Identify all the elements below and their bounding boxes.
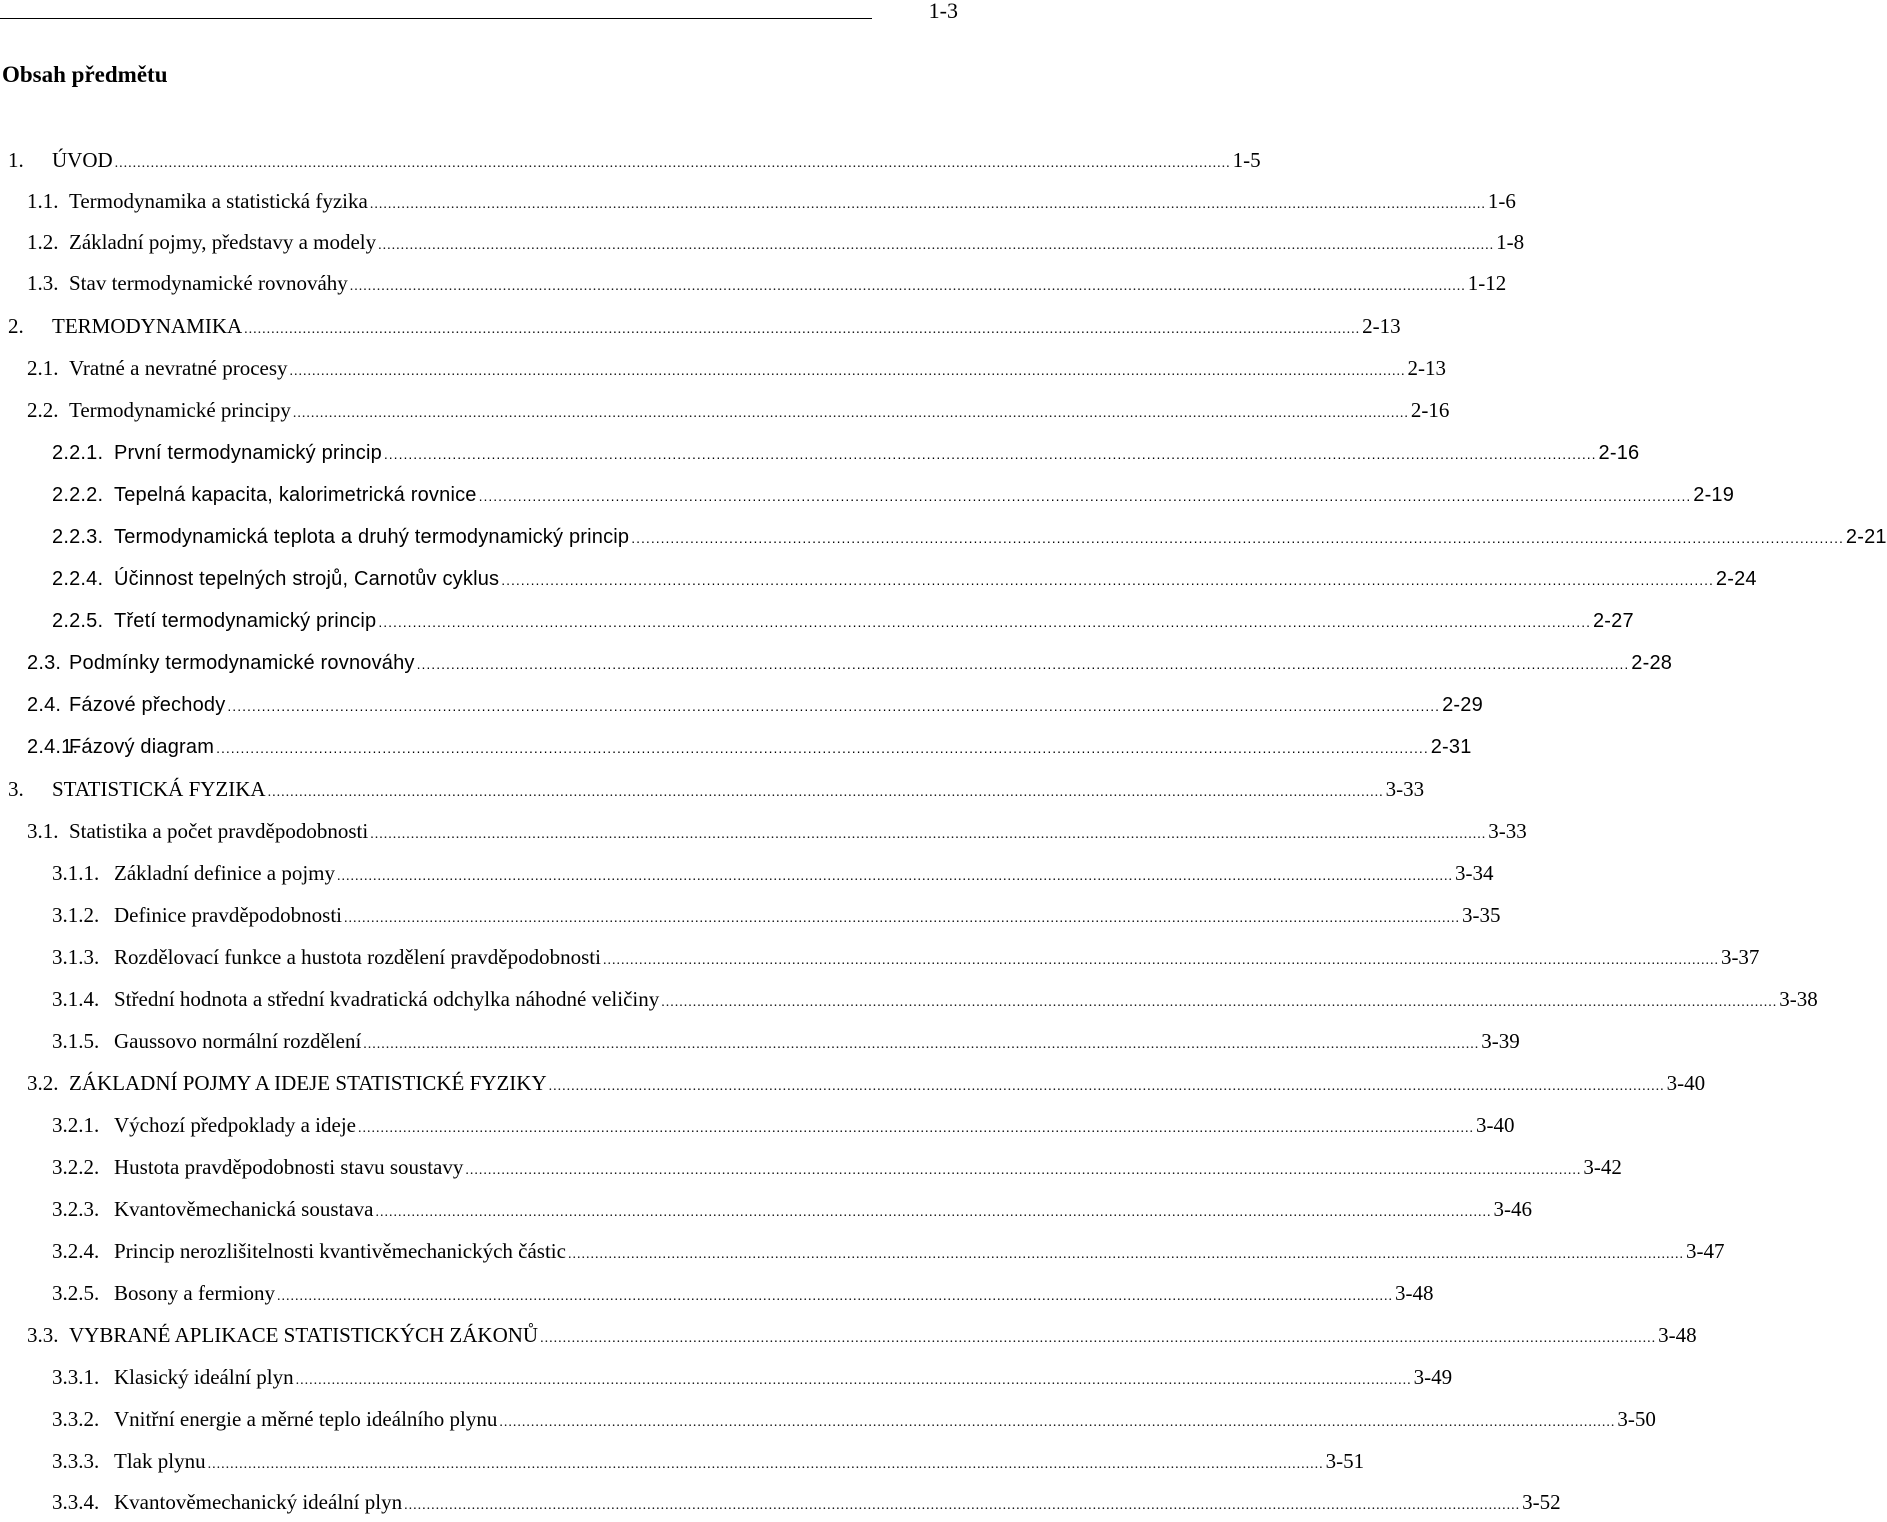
toc-entry-2-2-3[interactable] [52, 521, 1887, 553]
toc-entry-title: Termodynamika a statistická fyzika [69, 189, 368, 213]
toc-entry-number: 2.2.5. [52, 610, 104, 632]
toc-leader-dots [268, 777, 1384, 809]
toc-entry-number: 1. [8, 148, 24, 172]
toc-entry-3-1-3[interactable] [52, 941, 1760, 973]
toc-leader-dots [344, 903, 1460, 935]
toc-entry-page: 3-52 [1522, 1490, 1561, 1514]
toc-entry-title: Fázové přechody [69, 694, 226, 716]
toc-entry-3[interactable] [8, 773, 1425, 805]
toc-entry-title: VYBRANÉ APLIKACE STATISTICKÝCH ZÁKONŮ [69, 1323, 539, 1347]
toc-entry-title: ZÁKLADNÍ POJMY A IDEJE STATISTICKÉ FYZIKY [69, 1071, 547, 1095]
toc-entry-3-1[interactable] [27, 815, 1527, 847]
toc-entry-number: 3.3.3. [52, 1449, 100, 1473]
toc-entry-page: 2-31 [1430, 736, 1472, 758]
toc-leader-dots [216, 732, 1429, 764]
toc-entry-2-1[interactable] [27, 352, 1447, 384]
toc-entry-page: 3-33 [1488, 819, 1527, 843]
toc-entry-3-3-1[interactable] [52, 1361, 1453, 1393]
toc-entry-number: 2.4. [27, 694, 62, 716]
toc-entry-3-2-3[interactable] [52, 1193, 1532, 1225]
toc-leader-dots [370, 819, 1486, 851]
toc-entry-title: Podmínky termodynamické rovnováhy [69, 652, 415, 674]
toc-entry-3-1-2[interactable] [52, 899, 1501, 931]
toc-leader-dots [603, 945, 1719, 977]
toc-entry-page: 3-37 [1720, 945, 1760, 969]
toc-entry-number: 2.1. [27, 356, 59, 380]
toc-entry-2-2-5[interactable] [52, 605, 1634, 637]
toc-leader-dots [549, 1071, 1665, 1103]
toc-leader-dots [479, 480, 1692, 512]
page-title: Obsah předmětu [2, 62, 168, 87]
toc-entry-page: 2-21 [1845, 526, 1887, 548]
toc-entry-title: TERMODYNAMIKA [52, 314, 243, 338]
toc-entry-page: 3-35 [1462, 903, 1501, 927]
toc-entry-page: 3-38 [1779, 987, 1818, 1011]
toc-leader-dots [378, 230, 1494, 262]
toc-entry-page: 1-12 [1467, 271, 1507, 295]
toc-entry-page: 2-24 [1715, 568, 1757, 590]
header-rule [0, 18, 872, 19]
toc-entry-page: 3-48 [1394, 1281, 1434, 1305]
toc-entry-title: Definice pravděpodobnosti [114, 903, 343, 927]
toc-entry-2-2-4[interactable] [52, 563, 1757, 595]
toc-entry-number: 3.2.2. [52, 1155, 100, 1179]
toc-entry-number: 3.2. [27, 1071, 59, 1095]
toc-entry-title: Gaussovo normální rozdělení [114, 1029, 362, 1053]
toc-entry-title: Základní pojmy, představy a modely [69, 230, 377, 254]
toc-leader-dots [378, 606, 1591, 638]
toc-leader-dots [370, 189, 1486, 221]
toc-entry-1[interactable] [8, 144, 1261, 176]
toc-entry-page: 2-16 [1410, 398, 1450, 422]
toc-entry-1-3[interactable] [27, 267, 1507, 299]
toc-entry-number: 3.3.2. [52, 1407, 100, 1431]
toc-entry-1-1[interactable] [27, 185, 1516, 217]
toc-leader-dots [404, 1490, 1520, 1522]
toc-entry-number: 3. [8, 777, 24, 801]
toc-leader-dots [384, 438, 1597, 470]
page-number: 1-3 [928, 0, 958, 23]
toc-entry-number: 2. [8, 314, 24, 338]
toc-entry-title: Výchozí předpoklady a ideje [114, 1113, 356, 1137]
toc-entry-2[interactable] [8, 310, 1401, 342]
toc-entry-2-2[interactable] [27, 394, 1450, 426]
toc-entry-title: Hustota pravděpodobnosti stavu soustavy [114, 1155, 464, 1179]
toc-entry-page: 2-13 [1407, 356, 1447, 380]
toc-entry-page: 3-39 [1481, 1029, 1520, 1053]
toc-entry-title: STATISTICKÁ FYZIKA [52, 777, 266, 801]
toc-entry-title: Klasický ideální plyn [114, 1365, 294, 1389]
toc-entry-number: 2.2.1. [52, 442, 104, 464]
toc-entry-page: 3-49 [1413, 1365, 1453, 1389]
toc-leader-dots [363, 1029, 1479, 1061]
toc-leader-dots [293, 398, 1409, 430]
toc-entry-title: Tepelná kapacita, kalorimetrická rovnice [114, 484, 477, 506]
toc-entry-number: 2.3. [27, 652, 62, 674]
toc-entry-number: 3.2.5. [52, 1281, 100, 1305]
toc-entry-title: Rozdělovací funkce a hustota rozdělení pravděpodobnosti [114, 945, 601, 969]
toc-entry-page: 1-6 [1487, 189, 1516, 213]
toc-entry-page: 3-40 [1476, 1113, 1515, 1137]
toc-entry-2-4-1[interactable] [27, 731, 1472, 763]
toc-leader-dots [540, 1323, 1656, 1355]
toc-entry-2-3[interactable] [27, 647, 1673, 679]
toc-entry-page: 3-46 [1493, 1197, 1532, 1221]
toc-leader-dots [465, 1155, 1581, 1187]
toc-entry-number: 3.1.1. [52, 861, 100, 885]
toc-entry-title: Třetí termodynamický princip [114, 610, 377, 632]
toc-entry-page: 3-40 [1666, 1071, 1706, 1095]
toc-entry-page: 2-13 [1362, 314, 1401, 338]
toc-entry-3-1-5[interactable] [52, 1025, 1520, 1057]
toc-entry-number: 3.2.4. [52, 1239, 100, 1263]
toc-entry-3-3[interactable] [27, 1319, 1697, 1351]
toc-entry-page: 3-48 [1658, 1323, 1697, 1347]
toc-entry-number: 3.2.3. [52, 1197, 100, 1221]
toc-entry-3-2-1[interactable] [52, 1109, 1515, 1141]
toc-entry-number: 3.1.2. [52, 903, 100, 927]
toc-entry-number: 3.3.1. [52, 1365, 100, 1389]
toc-entry-number: 1.3. [27, 271, 59, 295]
toc-entry-number: 2.2.2. [52, 484, 104, 506]
toc-entry-page: 2-16 [1598, 442, 1640, 464]
toc-entry-title: Vnitřní energie a měrné teplo ideálního plynu [114, 1407, 498, 1431]
toc-entry-3-3-4[interactable] [52, 1486, 1561, 1518]
toc-entry-number: 3.1.3. [52, 945, 100, 969]
toc-entry-page: 2-29 [1442, 694, 1483, 716]
toc-entry-title: Termodynamické principy [69, 398, 291, 422]
toc-entry-title: Tlak plynu [114, 1449, 206, 1473]
toc-leader-dots [244, 314, 1360, 346]
toc-leader-dots [290, 356, 1406, 388]
toc-entry-title: Střední hodnota a střední kvadratická odchylka náhodné veličiny [114, 987, 660, 1011]
toc-entry-3-2-5[interactable] [52, 1277, 1434, 1309]
toc-leader-dots [115, 148, 1231, 180]
toc-leader-dots [337, 861, 1453, 893]
toc-entry-page: 1-8 [1496, 230, 1525, 254]
toc-entry-title: ÚVOD [52, 148, 113, 172]
toc-entry-1-2[interactable] [27, 226, 1525, 258]
toc-entry-3-3-2[interactable] [52, 1403, 1656, 1435]
toc-entry-page: 3-34 [1455, 861, 1494, 885]
toc-entry-title: Účinnost tepelných strojů, Carnotův cyklus [114, 568, 500, 590]
toc-entry-2-2-2[interactable] [52, 479, 1735, 511]
toc-entry-number: 3.1. [27, 819, 59, 843]
toc-leader-dots [661, 987, 1777, 1019]
toc-entry-title: Bosony a fermiony [114, 1281, 275, 1305]
toc-entry-title: Vratné a nevratné procesy [69, 356, 288, 380]
toc-entry-page: 2-27 [1592, 610, 1634, 632]
toc-entry-title: Stav termodynamické rovnováhy [69, 271, 348, 295]
toc-entry-number: 3.3. [27, 1323, 59, 1347]
toc-entry-number: 2.2. [27, 398, 59, 422]
toc-entry-page: 3-51 [1325, 1449, 1365, 1473]
toc-entry-page: 2-19 [1693, 484, 1735, 506]
toc-entry-number: 2.4.1. [27, 736, 79, 758]
toc-entry-title: Statistika a počet pravděpodobnosti [69, 819, 369, 843]
toc-entry-3-2[interactable] [27, 1067, 1706, 1099]
toc-leader-dots [227, 690, 1440, 722]
toc-entry-number: 3.3.4. [52, 1490, 100, 1514]
toc-entry-title: První termodynamický princip [114, 442, 382, 464]
toc-entry-page: 3-42 [1583, 1155, 1622, 1179]
toc-entry-number: 3.2.1. [52, 1113, 100, 1137]
toc-leader-dots [631, 522, 1844, 554]
toc-entry-page: 3-47 [1685, 1239, 1725, 1263]
toc-entry-3-3-3[interactable] [52, 1445, 1365, 1477]
toc-entry-2-2-1[interactable] [52, 437, 1640, 469]
toc-entry-page: 3-50 [1617, 1407, 1656, 1431]
toc-entry-3-2-4[interactable] [52, 1235, 1725, 1267]
toc-leader-dots [277, 1281, 1393, 1313]
toc-entry-3-1-4[interactable] [52, 983, 1818, 1015]
toc-entry-title: Termodynamická teplota a druhý termodynamický princip [114, 526, 630, 548]
toc-entry-number: 1.2. [27, 230, 59, 254]
toc-entry-3-2-2[interactable] [52, 1151, 1622, 1183]
toc-entry-page: 3-33 [1385, 777, 1425, 801]
toc-entry-title: Kvantověmechanický ideální plyn [114, 1490, 403, 1514]
toc-entry-title: Kvantověmechanická soustava [114, 1197, 374, 1221]
toc-leader-dots [208, 1449, 1324, 1481]
toc-entry-number: 2.2.4. [52, 568, 104, 590]
toc-entry-2-4[interactable] [27, 689, 1483, 721]
toc-entry-number: 2.2.3. [52, 526, 104, 548]
toc-leader-dots [499, 1407, 1615, 1439]
toc-entry-number: 3.1.5. [52, 1029, 100, 1053]
toc-entry-page: 1-5 [1232, 148, 1261, 172]
toc-leader-dots [350, 271, 1466, 303]
toc-entry-title: Fázový diagram [69, 736, 215, 758]
toc-leader-dots [501, 564, 1714, 596]
toc-leader-dots [376, 1197, 1492, 1229]
toc-leader-dots [417, 648, 1630, 680]
toc-entry-number: 1.1. [27, 189, 59, 213]
toc-entry-3-1-1[interactable] [52, 857, 1494, 889]
toc-leader-dots [568, 1239, 1684, 1271]
toc-leader-dots [296, 1365, 1412, 1397]
toc-entry-number: 3.1.4. [52, 987, 100, 1011]
toc-entry-page: 2-28 [1631, 652, 1673, 674]
toc-leader-dots [358, 1113, 1474, 1145]
toc-entry-title: Princip nerozlišitelnosti kvantivěmechanických částic [114, 1239, 566, 1263]
toc-entry-title: Základní definice a pojmy [114, 861, 336, 885]
